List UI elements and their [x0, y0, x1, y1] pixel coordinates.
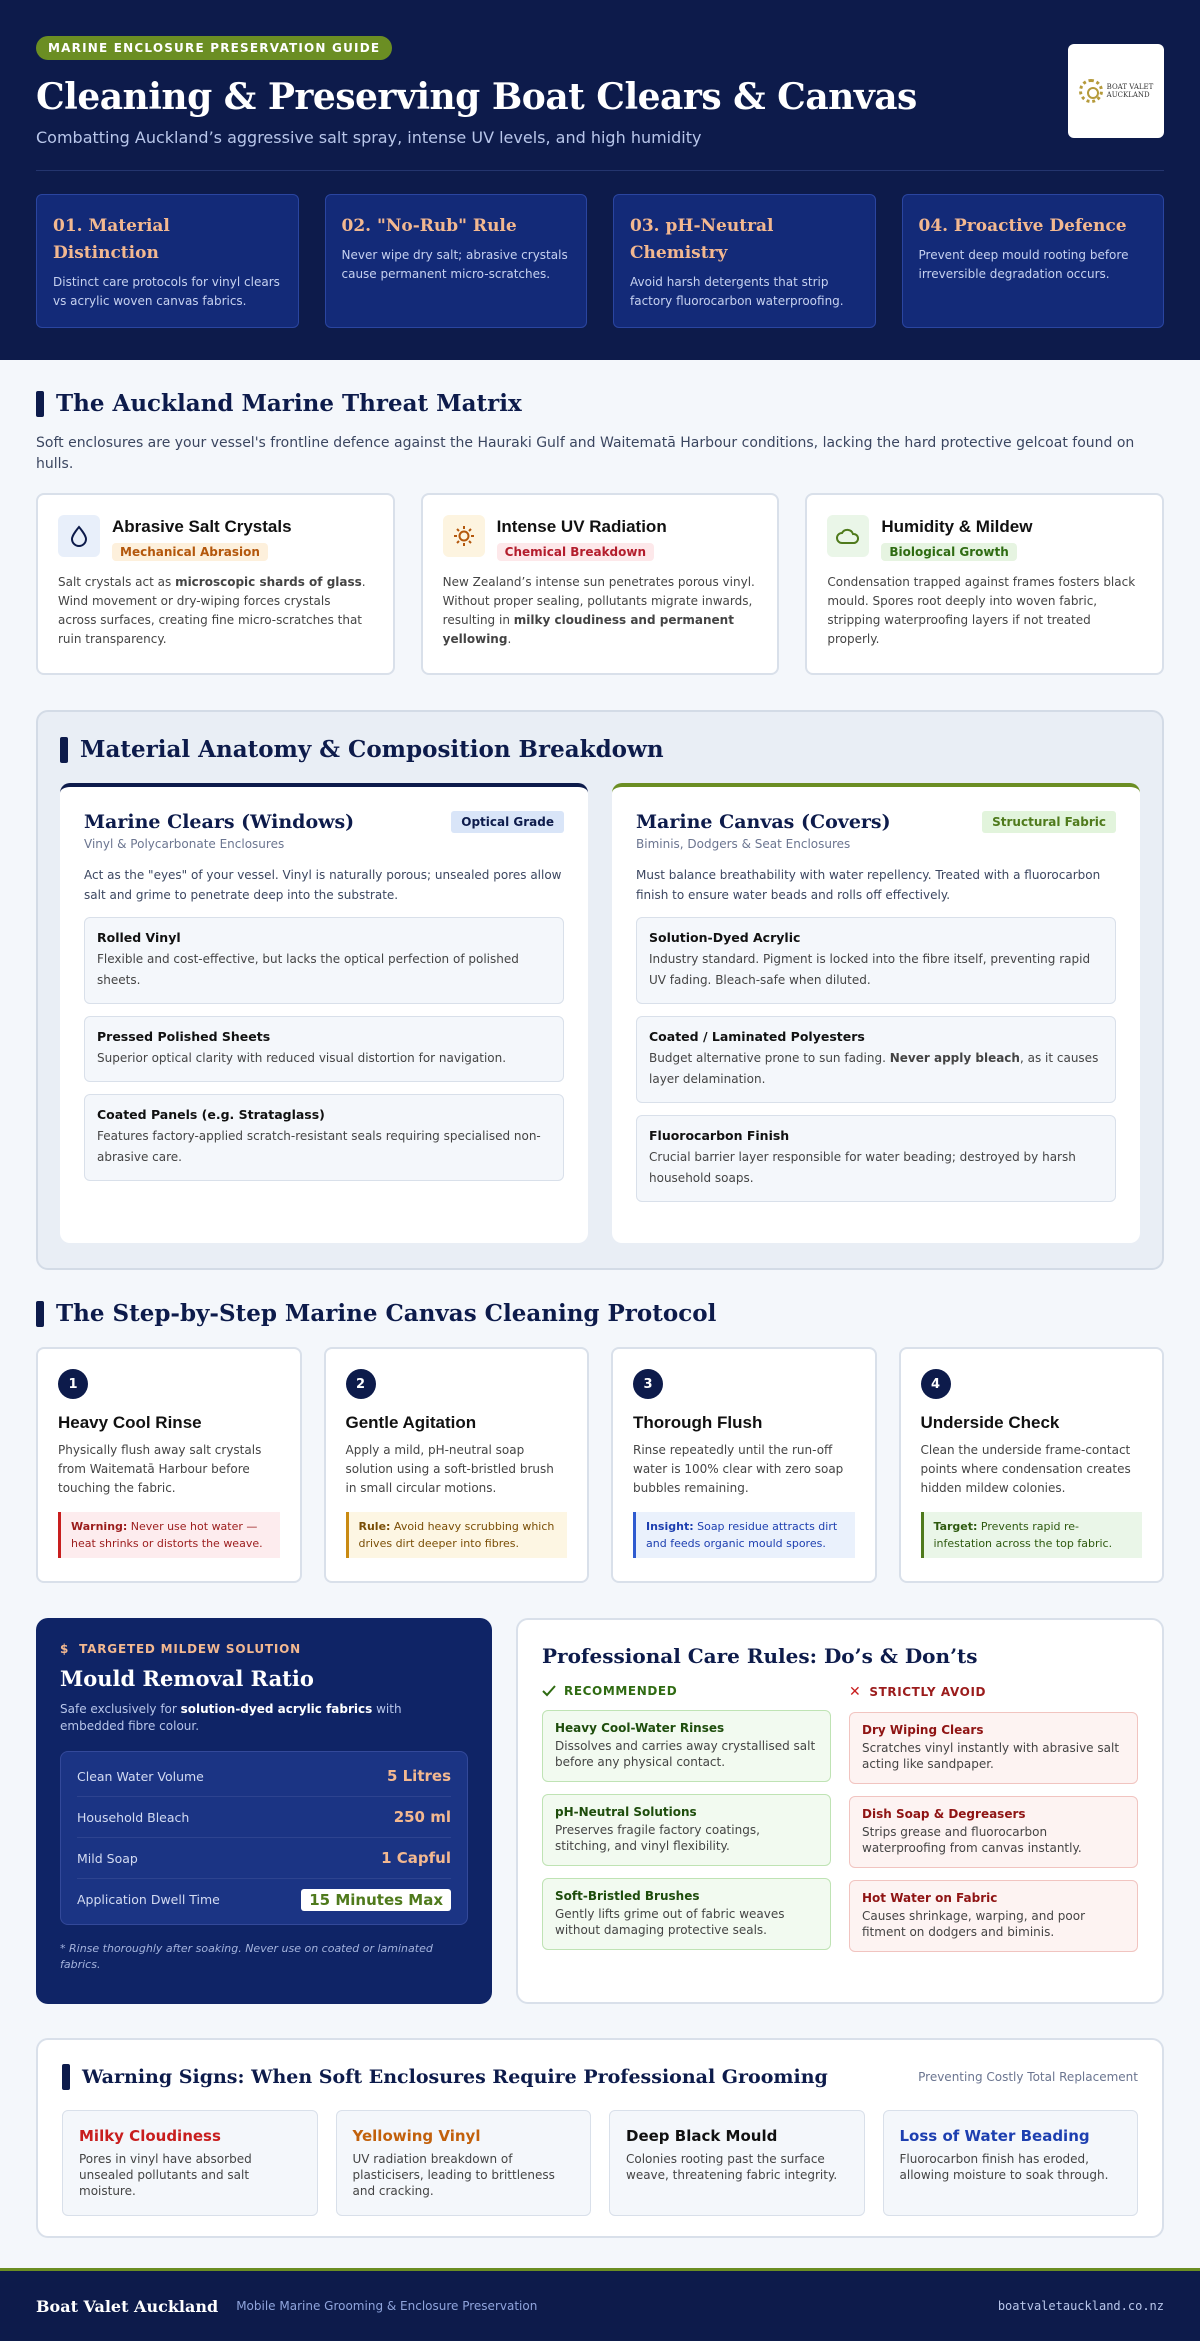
step-card [611, 1347, 877, 1583]
sun-icon [443, 515, 485, 557]
dos-column [542, 1684, 831, 1952]
warning-card: Deep Black Mould Colonies rooting past the surface weave, threatening fabric integrity. [609, 2110, 865, 2216]
protocol-title: The Step-by-Step Marine Canvas Cleaning Protocol [56, 1300, 717, 1327]
pillar-text: Never wipe dry salt; abrasive crystals cause permanent micro-scratches. [341, 248, 568, 281]
material-item-text: Flexible and cost-effective, but lacks the optical perfection of polished sheets. [97, 952, 519, 987]
step-note: Rule: Avoid heavy scrubbing which drives dirt deeper into fibres. [346, 1512, 568, 1558]
brand-logo[interactable] [1068, 44, 1164, 138]
warning-cards [62, 2110, 1138, 2216]
heading-accent-bar [60, 737, 68, 763]
donts-heading: ✕ STRICTLY AVOID [849, 1684, 987, 1700]
material-item-title: Solution-Dyed Acrylic [649, 930, 801, 945]
pillar-card [36, 194, 299, 328]
care-rules-card [516, 1618, 1164, 2004]
material-item [84, 1094, 564, 1181]
warning-tagline: Preventing Costly Total Replacement [918, 2070, 1138, 2084]
step-number: 2 [346, 1369, 376, 1399]
pillar-text: Prevent deep mould rooting before irreversible degradation occurs. [918, 248, 1129, 281]
clears-column [60, 783, 588, 1243]
do-item: pH-Neutral Solutions Preserves fragile factory coatings, stitching, and vinyl flexibility. [542, 1794, 831, 1866]
pillar-title: 02. "No-Rub" Rule [341, 216, 517, 236]
step-title: Thorough Flush [633, 1413, 763, 1432]
protocol-steps [36, 1347, 1164, 1583]
material-item-title: Coated / Laminated Polyesters [649, 1029, 865, 1044]
warning-card: Loss of Water Beading Fluorocarbon finish has eroded, allowing moisture to soak through. [883, 2110, 1139, 2216]
step-note: Target: Prevents rapid re-infestation across the top fabric. [921, 1512, 1143, 1558]
step-card [36, 1347, 302, 1583]
material-item-text: Budget alternative prone to sun fading. Never apply bleach, as it causes layer delamination. [649, 1051, 1099, 1086]
water-drop-icon [58, 515, 100, 557]
material-item [636, 1115, 1116, 1202]
step-number: 3 [633, 1369, 663, 1399]
mould-desc: Safe exclusively for solution-dyed acrylic fabrics with embedded fibre colour. [60, 1702, 402, 1733]
pillar-title: 01. Material Distinction [53, 216, 170, 263]
material-columns [60, 783, 1140, 1243]
canvas-column [612, 783, 1140, 1243]
material-item-text: Industry standard. Pigment is locked into the fibre itself, preventing rapid UV fading. Bleach-safe when diluted. [649, 952, 1091, 987]
step-text: Clean the underside frame-contact points where condensation creates hidden mildew colonies. [920, 1443, 1131, 1495]
protocol-section [36, 1300, 1164, 1583]
step-text: Physically flush away salt crystals from Waitematā Harbour before touching the fabric. [58, 1443, 262, 1495]
page-title: Cleaning & Preserving Boat Clears & Canvas [36, 76, 917, 118]
ratio-row: Clean Water Volume 5 Litres [77, 1756, 451, 1797]
footer-brand[interactable]: Boat Valet Auckland [36, 2296, 219, 2316]
guide-tag: MARINE ENCLOSURE PRESERVATION GUIDE [36, 36, 392, 60]
threat-card-text: New Zealand’s intense sun penetrates porous vinyl. Without proper sealing, pollutants migrate inwards, resulting in milky cloudiness and permanent yellowing. [442, 575, 755, 646]
do-item: Soft-Bristled Brushes Gently lifts grime out of fabric weaves without damaging protective seals. [542, 1878, 831, 1950]
dont-item: Dish Soap & Degreasers Strips grease and fluorocarbon waterproofing from canvas instantly. [849, 1796, 1138, 1868]
logo-text: BOAT VALET AUCKLAND [1106, 83, 1154, 99]
dos-heading: RECOMMENDED [542, 1684, 831, 1698]
step-title: Underside Check [920, 1413, 1060, 1432]
dont-item: Dry Wiping Clears Scratches vinyl instantly with abrasive salt acting like sandpaper. [849, 1712, 1138, 1784]
dollar-icon: $ [60, 1642, 70, 1656]
section-heading [36, 390, 1164, 417]
pillar-title: 04. Proactive Defence [918, 216, 1127, 236]
pillar-title: 03. pH-Neutral Chemistry [630, 216, 774, 263]
clears-subtitle: Vinyl & Polycarbonate Enclosures [84, 837, 285, 851]
clears-desc: Act as the "eyes" of your vessel. Vinyl is naturally porous; unsealed pores allow salt and grime to penetrate deep into the substrate. [84, 868, 562, 902]
material-item-title: Fluorocarbon Finish [649, 1128, 790, 1143]
step-title: Gentle Agitation [345, 1413, 477, 1432]
threat-card-title: Humidity & Mildew [881, 517, 1033, 536]
ratio-row: Application Dwell Time 15 Minutes Max [77, 1879, 451, 1920]
section-heading [62, 2064, 828, 2090]
threat-intro: Soft enclosures are your vessel's frontline defence against the Hauraki Gulf and Waitematā Harbour conditions, lacking the hard protective gelcoat found on hulls. [36, 435, 1135, 472]
step-card [899, 1347, 1165, 1583]
do-item: Heavy Cool-Water Rinses Dissolves and carries away crystallised salt before any physical contact. [542, 1710, 831, 1782]
threat-title: The Auckland Marine Threat Matrix [56, 390, 522, 417]
section-heading [60, 736, 1140, 763]
ratio-row: Household Bleach 250 ml [77, 1797, 451, 1838]
threat-card-text: Salt crystals act as microscopic shards of glass. Wind movement or dry-wiping forces crystals across surfaces, creating fine micro-scratches that ruin transparency. [58, 575, 366, 646]
warning-title: Warning Signs: When Soft Enclosures Require Professional Grooming [82, 2066, 828, 2088]
pillar-card [325, 194, 588, 328]
rules-title: Professional Care Rules: Do’s & Don’ts [542, 1644, 978, 1668]
heading-accent-bar [62, 2064, 70, 2090]
pillar-card [613, 194, 876, 328]
threat-cards [36, 493, 1164, 675]
hero-header [0, 0, 1200, 360]
material-item-text: Superior optical clarity with reduced visual distortion for navigation. [97, 1051, 507, 1065]
material-item [84, 1016, 564, 1082]
step-text: Apply a mild, pH-neutral soap solution using a soft-bristled brush in small circular motions. [345, 1443, 554, 1495]
heading-accent-bar [36, 391, 44, 417]
canvas-title: Marine Canvas (Covers) [636, 811, 891, 833]
material-item-title: Pressed Polished Sheets [97, 1029, 271, 1044]
step-text: Rinse repeatedly until the run-off water is 100% clear with zero soap bubbles remaining. [633, 1443, 844, 1495]
threat-card-text: Condensation trapped against frames fosters black mould. Spores root deeply into woven fabric, stripping waterproofing layers if not treated properly. [827, 575, 1136, 646]
pillar-text: Distinct care protocols for vinyl clears vs acrylic woven canvas fabrics. [53, 275, 280, 308]
helm-wheel-icon [1079, 79, 1103, 103]
clears-title: Marine Clears (Windows) [84, 811, 355, 833]
anatomy-title: Material Anatomy & Composition Breakdown [80, 736, 664, 763]
step-note: Warning: Never use hot water — heat shrinks or distorts the weave. [58, 1512, 280, 1558]
canvas-desc: Must balance breathability with water repellency. Treated with a fluorocarbon finish to ensure water beads and rolls off effectively. [636, 868, 1101, 902]
pillars-row [36, 194, 1164, 328]
footer-tagline: Mobile Marine Grooming & Enclosure Preservation [236, 2299, 538, 2313]
heading-accent-bar [36, 1301, 44, 1327]
material-item [636, 917, 1116, 1004]
ratio-table [60, 1751, 468, 1925]
step-title: Heavy Cool Rinse [58, 1413, 202, 1432]
pillar-card [902, 194, 1165, 328]
footer-url-link[interactable]: boatvaletauckland.co.nz [997, 2299, 1164, 2313]
mould-footnote: * Rinse thoroughly after soaking. Never use on coated or laminated fabrics. [60, 1942, 433, 1971]
material-item [84, 917, 564, 1004]
ratio-row: Mild Soap 1 Capful [77, 1838, 451, 1879]
material-item-text: Features factory-applied scratch-resistant seals requiring specialised non-abrasive care. [97, 1129, 541, 1164]
threat-card-title: Intense UV Radiation [496, 517, 667, 536]
threat-card-salt [36, 493, 395, 675]
cloud-icon [827, 515, 869, 557]
structural-fabric-badge: Structural Fabric [982, 811, 1116, 833]
rules-columns [542, 1684, 1138, 1952]
threat-card-title: Abrasive Salt Crystals [112, 517, 292, 536]
dont-item: Hot Water on Fabric Causes shrinkage, warping, and poor fitment on dodgers and biminis. [849, 1880, 1138, 1952]
mould-title: Mould Removal Ratio [60, 1666, 314, 1691]
cross-icon: ✕ [849, 1684, 862, 1700]
threat-badge: Chemical Breakdown [497, 543, 654, 561]
header-divider [36, 170, 1164, 171]
threat-badge: Mechanical Abrasion [112, 543, 268, 561]
warning-card: Yellowing Vinyl UV radiation breakdown of plasticisers, leading to brittleness and cracking. [336, 2110, 592, 2216]
material-item-text: Crucial barrier layer responsible for water beading; destroyed by harsh household soaps. [649, 1150, 1076, 1185]
canvas-subtitle: Biminis, Dodgers & Seat Enclosures [636, 837, 851, 851]
warning-card: Milky Cloudiness Pores in vinyl have absorbed unsealed pollutants and salt moisture. [62, 2110, 318, 2216]
material-item [636, 1016, 1116, 1103]
material-item-title: Rolled Vinyl [97, 930, 181, 945]
optical-grade-badge: Optical Grade [451, 811, 564, 833]
threat-card-humidity [805, 493, 1164, 675]
section-heading [36, 1300, 1164, 1327]
threat-badge: Biological Growth [881, 543, 1016, 561]
donts-column [849, 1684, 1138, 1952]
check-icon [542, 1685, 556, 1697]
footer [0, 2268, 1200, 2341]
step-number: 4 [921, 1369, 951, 1399]
step-note: Insight: Soap residue attracts dirt and feeds organic mould spores. [633, 1512, 855, 1558]
anatomy-section [36, 710, 1164, 1270]
pillar-text: Avoid harsh detergents that strip factory fluorocarbon waterproofing. [630, 275, 844, 308]
threat-matrix-section [36, 390, 1164, 675]
warning-signs-section [36, 2038, 1164, 2238]
material-item-title: Coated Panels (e.g. Strataglass) [97, 1107, 325, 1122]
step-card [324, 1347, 590, 1583]
step-number: 1 [58, 1369, 88, 1399]
threat-card-uv [421, 493, 780, 675]
page-subtitle: Combatting Auckland’s aggressive salt spray, intense UV levels, and high humidity [36, 128, 702, 147]
mould-kicker: $ TARGETED MILDEW SOLUTION [60, 1642, 302, 1656]
mould-ratio-card [36, 1618, 492, 2004]
